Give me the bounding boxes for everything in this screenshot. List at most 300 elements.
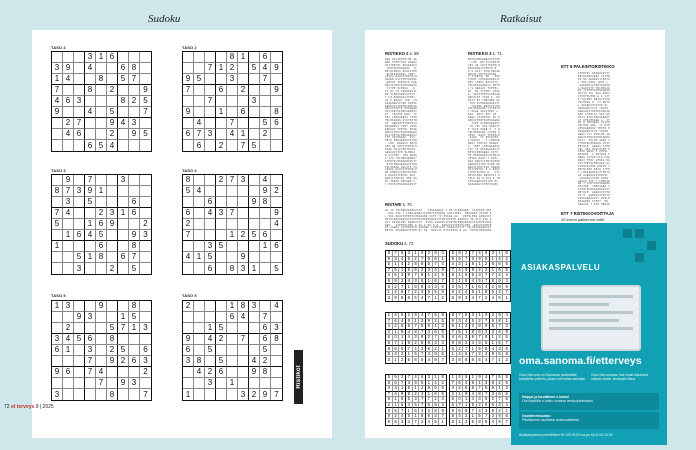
sudoku-cell[interactable] (183, 241, 194, 252)
sudoku-cell[interactable] (194, 263, 205, 274)
sudoku-cell[interactable] (216, 52, 227, 63)
sudoku-cell[interactable] (63, 312, 74, 323)
sudoku-cell[interactable]: 9 (129, 129, 140, 140)
sudoku-cell[interactable] (183, 378, 194, 389)
sudoku-cell[interactable]: 2 (140, 219, 151, 230)
sudoku-cell[interactable]: 6 (183, 208, 194, 219)
sudoku-cell[interactable]: 8 (260, 197, 271, 208)
sudoku-cell[interactable]: 5 (96, 230, 107, 241)
sudoku-cell[interactable] (227, 389, 238, 400)
sudoku-cell[interactable]: 7 (143, 389, 148, 399)
sudoku-cell[interactable] (194, 63, 205, 74)
sudoku-cell[interactable] (118, 140, 129, 151)
sudoku-cell[interactable] (271, 356, 282, 367)
sudoku-cell[interactable] (52, 230, 63, 241)
sudoku-cell[interactable]: 1 (85, 219, 96, 230)
sudoku-cell[interactable] (140, 241, 151, 252)
sudoku-cell[interactable] (260, 252, 271, 263)
sudoku-cell[interactable] (118, 230, 129, 241)
sudoku-cell[interactable]: 9 (249, 367, 260, 378)
sudoku-cell[interactable] (216, 186, 227, 197)
sudoku-cell[interactable] (129, 52, 140, 63)
sudoku-cell[interactable] (238, 219, 249, 230)
sudoku-cell[interactable]: 2 (249, 389, 260, 400)
sudoku-cell[interactable]: 3 (238, 389, 249, 400)
sudoku-cell[interactable] (238, 208, 249, 219)
sudoku-cell[interactable]: 6 (96, 219, 107, 230)
sudoku-cell[interactable]: 1 (227, 378, 238, 389)
sudoku-cell[interactable] (118, 301, 129, 312)
sudoku-cell[interactable]: 2 (271, 186, 282, 197)
sudoku-cell[interactable] (227, 140, 238, 151)
sudoku-cell[interactable]: 1 (63, 230, 74, 241)
sudoku-cell[interactable]: 2 (63, 323, 74, 334)
sudoku-cell[interactable] (227, 96, 238, 107)
sudoku-cell[interactable] (216, 74, 227, 85)
sudoku-cell[interactable] (107, 74, 118, 85)
sudoku-cell[interactable] (205, 175, 216, 186)
sudoku-cell[interactable] (118, 197, 129, 208)
sudoku-cell[interactable]: 3 (85, 52, 96, 63)
sudoku-cell[interactable]: 1 (52, 241, 63, 252)
sudoku-cell[interactable]: 5 (205, 345, 216, 356)
sudoku-cell[interactable]: 9 (129, 230, 140, 241)
sudoku-cell[interactable] (74, 219, 85, 230)
sudoku-cell[interactable]: 3 (85, 345, 96, 356)
sudoku-cell[interactable]: 9 (52, 107, 63, 118)
sudoku-cell[interactable]: 9 (107, 118, 118, 129)
sudoku-grid-1[interactable] (51, 51, 152, 152)
sudoku-cell[interactable]: 4 (194, 367, 205, 378)
sudoku-cell[interactable]: 4 (63, 208, 74, 219)
sudoku-cell[interactable] (205, 140, 216, 151)
sudoku-cell[interactable] (227, 107, 238, 118)
sudoku-cell[interactable] (238, 74, 249, 85)
sudoku-cell[interactable] (52, 252, 63, 263)
sudoku-cell[interactable]: 5 (129, 312, 140, 323)
sudoku-cell[interactable] (216, 263, 227, 274)
sudoku-cell[interactable]: 5 (74, 334, 85, 345)
sudoku-cell[interactable] (129, 367, 140, 378)
sudoku-cell[interactable]: 2 (205, 367, 216, 378)
sudoku-cell[interactable]: 3 (216, 208, 227, 219)
sudoku-cell[interactable]: 3 (52, 63, 63, 74)
sudoku-cell[interactable] (63, 219, 74, 230)
sudoku-cell[interactable] (183, 323, 194, 334)
sudoku-cell[interactable] (129, 140, 140, 151)
sudoku-cell[interactable] (216, 345, 227, 356)
sudoku-cell[interactable] (96, 118, 107, 129)
sudoku-cell[interactable] (194, 107, 205, 118)
sudoku-cell[interactable] (52, 263, 63, 274)
sudoku-cell[interactable] (74, 378, 85, 389)
sudoku-cell[interactable] (85, 129, 96, 140)
sudoku-cell[interactable]: 9 (260, 186, 271, 197)
sudoku-cell[interactable]: 6 (194, 140, 205, 151)
sudoku-cell[interactable] (96, 197, 107, 208)
sudoku-cell[interactable] (85, 241, 96, 252)
sudoku-cell[interactable]: 6 (260, 323, 271, 334)
sudoku-cell[interactable]: 4 (260, 175, 271, 186)
sudoku-cell[interactable] (74, 197, 85, 208)
sudoku-cell[interactable] (249, 52, 260, 63)
sudoku-cell[interactable] (96, 175, 107, 186)
sudoku-cell[interactable] (238, 96, 249, 107)
sudoku-cell[interactable] (194, 219, 205, 230)
sudoku-cell[interactable] (194, 230, 205, 241)
sudoku-cell[interactable] (74, 356, 85, 367)
sudoku-cell[interactable]: 6 (107, 52, 118, 63)
sudoku-cell[interactable]: 3 (183, 356, 194, 367)
sudoku-cell[interactable]: 2 (96, 208, 107, 219)
sudoku-cell[interactable]: 4 (52, 96, 63, 107)
sudoku-cell[interactable]: 1 (52, 301, 63, 312)
sudoku-cell[interactable] (271, 378, 282, 389)
sudoku-cell[interactable] (249, 345, 260, 356)
sudoku-cell[interactable]: 2 (238, 85, 249, 96)
sudoku-cell[interactable]: 3 (118, 175, 129, 186)
sudoku-cell[interactable] (118, 263, 129, 274)
sudoku-cell[interactable]: 1 (96, 186, 107, 197)
sudoku-cell[interactable] (205, 389, 216, 400)
sudoku-cell[interactable] (249, 85, 260, 96)
sudoku-cell[interactable]: 1 (249, 263, 260, 274)
sudoku-cell[interactable] (118, 367, 129, 378)
sudoku-cell[interactable]: 6 (216, 367, 227, 378)
sudoku-cell[interactable] (260, 107, 271, 118)
sudoku-cell[interactable] (129, 334, 140, 345)
sudoku-cell[interactable] (63, 140, 74, 151)
sudoku-cell[interactable]: 1 (118, 312, 129, 323)
sudoku-cell[interactable] (74, 208, 85, 219)
sudoku-cell[interactable] (63, 263, 74, 274)
sudoku-cell[interactable] (74, 63, 85, 74)
sudoku-cell[interactable] (140, 186, 151, 197)
sudoku-cell[interactable] (183, 263, 194, 274)
sudoku-cell[interactable]: 7 (183, 85, 194, 96)
sudoku-cell[interactable] (271, 175, 282, 186)
sudoku-cell[interactable]: 4 (183, 252, 194, 263)
sudoku-cell[interactable] (216, 129, 227, 140)
sudoku-cell[interactable] (140, 252, 151, 263)
sudoku-cell[interactable] (85, 208, 96, 219)
sudoku-cell[interactable]: 8 (96, 74, 107, 85)
sudoku-cell[interactable]: 7 (227, 175, 238, 186)
sudoku-cell[interactable] (96, 356, 107, 367)
sudoku-cell[interactable]: 2 (216, 175, 227, 186)
sudoku-cell[interactable] (216, 230, 227, 241)
sudoku-cell[interactable] (271, 52, 282, 63)
sudoku-cell[interactable] (249, 107, 260, 118)
sudoku-cell[interactable]: 2 (63, 118, 74, 129)
sudoku-cell[interactable]: 7 (52, 208, 63, 219)
sudoku-cell[interactable] (194, 345, 205, 356)
sudoku-cell[interactable]: 6 (238, 107, 249, 118)
sudoku-cell[interactable]: 7 (129, 252, 140, 263)
sudoku-cell[interactable]: 8 (85, 85, 96, 96)
sudoku-cell[interactable]: 7 (63, 186, 74, 197)
sudoku-cell[interactable] (271, 74, 282, 85)
sudoku-cell[interactable] (249, 219, 260, 230)
sudoku-cell[interactable]: 5 (52, 219, 63, 230)
sudoku-cell[interactable] (238, 63, 249, 74)
sudoku-cell[interactable] (227, 345, 238, 356)
sudoku-cell[interactable] (205, 74, 216, 85)
sudoku-cell[interactable] (96, 334, 107, 345)
sudoku-cell[interactable]: 6 (205, 197, 216, 208)
sudoku-cell[interactable] (249, 118, 260, 129)
sudoku-cell[interactable] (140, 140, 151, 151)
sudoku-cell[interactable] (85, 263, 96, 274)
sudoku-cell[interactable] (52, 323, 63, 334)
sudoku-cell[interactable]: 7 (129, 74, 140, 85)
sudoku-cell[interactable] (129, 85, 140, 96)
sudoku-cell[interactable]: 2 (183, 219, 194, 230)
sudoku-cell[interactable]: 2 (216, 140, 227, 151)
sudoku-cell[interactable] (107, 241, 118, 252)
sudoku-cell[interactable] (74, 301, 85, 312)
sudoku-cell[interactable] (205, 52, 216, 63)
sudoku-cell[interactable] (52, 118, 63, 129)
sudoku-cell[interactable] (96, 107, 107, 118)
sudoku-cell[interactable] (194, 378, 205, 389)
sudoku-cell[interactable]: 6 (260, 52, 271, 63)
sudoku-cell[interactable] (85, 323, 96, 334)
sudoku-cell[interactable]: 2 (238, 230, 249, 241)
sudoku-cell[interactable] (194, 323, 205, 334)
sudoku-cell[interactable]: 9 (271, 208, 282, 219)
sudoku-cell[interactable]: 9 (260, 389, 271, 400)
sudoku-cell[interactable]: 4 (249, 356, 260, 367)
sudoku-cell[interactable]: 8 (52, 186, 63, 197)
sudoku-cell[interactable]: 2 (227, 63, 238, 74)
sudoku-cell[interactable] (107, 197, 118, 208)
sudoku-cell[interactable] (63, 252, 74, 263)
sudoku-cell[interactable] (107, 301, 118, 312)
sudoku-cell[interactable]: 2 (260, 356, 271, 367)
sudoku-cell[interactable]: 9 (74, 312, 85, 323)
sudoku-cell[interactable]: 3 (205, 378, 216, 389)
sudoku-cell[interactable]: 5 (216, 241, 227, 252)
sudoku-cell[interactable]: 6 (129, 208, 140, 219)
sudoku-cell[interactable]: 4 (205, 208, 216, 219)
sudoku-cell[interactable]: 8 (227, 52, 238, 63)
sudoku-cell[interactable]: 1 (205, 323, 216, 334)
sudoku-cell[interactable]: 7 (96, 378, 107, 389)
sudoku-cell[interactable] (107, 186, 118, 197)
sudoku-cell[interactable] (107, 63, 118, 74)
sudoku-cell[interactable]: 8 (96, 252, 107, 263)
sudoku-cell[interactable]: 9 (63, 175, 74, 186)
sudoku-cell[interactable] (107, 312, 118, 323)
sudoku-cell[interactable]: 4 (96, 367, 107, 378)
sudoku-cell[interactable] (271, 312, 282, 323)
sudoku-cell[interactable] (129, 219, 140, 230)
sudoku-cell[interactable] (85, 378, 96, 389)
sudoku-cell[interactable]: 8 (271, 107, 282, 118)
sudoku-cell[interactable]: 6 (260, 334, 271, 345)
sudoku-cell[interactable] (238, 378, 249, 389)
sudoku-cell[interactable]: 1 (52, 74, 63, 85)
sudoku-cell[interactable] (249, 74, 260, 85)
sudoku-cell[interactable] (52, 197, 63, 208)
sudoku-cell[interactable]: 5 (205, 252, 216, 263)
sudoku-cell[interactable]: 6 (96, 241, 107, 252)
sudoku-cell[interactable] (227, 252, 238, 263)
sudoku-cell[interactable]: 2 (216, 334, 227, 345)
sudoku-cell[interactable]: 7 (74, 118, 85, 129)
sudoku-cell[interactable]: 3 (227, 74, 238, 85)
sudoku-cell[interactable]: 4 (63, 334, 74, 345)
sudoku-cell[interactable]: 9 (96, 301, 107, 312)
sudoku-cell[interactable]: 3 (74, 96, 85, 107)
sudoku-cell[interactable] (96, 312, 107, 323)
sudoku-cell[interactable]: 6 (85, 334, 96, 345)
sudoku-cell[interactable] (107, 230, 118, 241)
customer-service-ad[interactable] (511, 223, 667, 445)
sudoku-cell[interactable] (140, 208, 151, 219)
sudoku-cell[interactable]: 1 (216, 63, 227, 74)
sudoku-cell[interactable]: 5 (107, 323, 118, 334)
sudoku-cell[interactable]: 7 (238, 334, 249, 345)
sudoku-cell[interactable] (227, 186, 238, 197)
sudoku-cell[interactable]: 7 (118, 323, 129, 334)
sudoku-cell[interactable]: 8 (107, 334, 118, 345)
sudoku-cell[interactable]: 9 (183, 107, 194, 118)
sudoku-cell[interactable] (118, 334, 129, 345)
sudoku-cell[interactable]: 7 (194, 129, 205, 140)
sudoku-cell[interactable]: 4 (271, 301, 282, 312)
sudoku-cell[interactable] (260, 378, 271, 389)
sudoku-cell[interactable]: 9 (107, 219, 118, 230)
sudoku-cell[interactable] (118, 389, 129, 400)
sudoku-cell[interactable]: 5 (140, 96, 151, 107)
sudoku-cell[interactable] (129, 175, 140, 186)
sudoku-cell[interactable] (227, 85, 238, 96)
sudoku-cell[interactable]: 6 (129, 197, 140, 208)
sudoku-cell[interactable] (118, 186, 129, 197)
sudoku-cell[interactable] (238, 323, 249, 334)
sudoku-cell[interactable] (74, 241, 85, 252)
sudoku-cell[interactable] (194, 52, 205, 63)
sudoku-cell[interactable] (63, 241, 74, 252)
sudoku-cell[interactable] (227, 241, 238, 252)
sudoku-cell[interactable]: 3 (238, 263, 249, 274)
sudoku-cell[interactable] (194, 312, 205, 323)
sudoku-cell[interactable]: 3 (52, 389, 63, 400)
sudoku-cell[interactable] (63, 378, 74, 389)
sudoku-cell[interactable] (74, 367, 85, 378)
sudoku-cell[interactable]: 2 (107, 345, 118, 356)
sudoku-cell[interactable] (260, 140, 271, 151)
sudoku-cell[interactable] (216, 219, 227, 230)
sudoku-cell[interactable]: 1 (85, 252, 96, 263)
sudoku-cell[interactable]: 1 (227, 301, 238, 312)
sudoku-cell[interactable]: 4 (227, 129, 238, 140)
sudoku-cell[interactable] (249, 175, 260, 186)
sudoku-cell[interactable]: 7 (52, 85, 63, 96)
sudoku-cell[interactable]: 5 (260, 345, 271, 356)
sudoku-cell[interactable] (183, 197, 194, 208)
sudoku-cell[interactable] (238, 118, 249, 129)
sudoku-cell[interactable] (85, 301, 96, 312)
sudoku-cell[interactable] (194, 197, 205, 208)
sudoku-cell[interactable] (238, 367, 249, 378)
sudoku-cell[interactable]: 1 (129, 323, 140, 334)
sudoku-cell[interactable] (52, 52, 63, 63)
sudoku-cell[interactable]: 8 (129, 241, 140, 252)
sudoku-cell[interactable]: 8 (238, 301, 249, 312)
sudoku-cell[interactable]: 4 (85, 230, 96, 241)
sudoku-cell[interactable]: 9 (118, 378, 129, 389)
sudoku-cell[interactable]: 4 (238, 312, 249, 323)
sudoku-cell[interactable]: 7 (227, 208, 238, 219)
sudoku-cell[interactable] (205, 301, 216, 312)
sudoku-cell[interactable]: 9 (183, 74, 194, 85)
sudoku-cell[interactable]: 4 (118, 118, 129, 129)
sudoku-cell[interactable] (194, 241, 205, 252)
sudoku-cell[interactable] (183, 52, 194, 63)
sudoku-cell[interactable] (52, 378, 63, 389)
sudoku-cell[interactable] (271, 197, 282, 208)
sudoku-cell[interactable] (74, 175, 85, 186)
sudoku-cell[interactable] (129, 186, 140, 197)
sudoku-cell[interactable]: 8 (129, 301, 140, 312)
sudoku-cell[interactable]: 7 (140, 107, 151, 118)
sudoku-cell[interactable] (107, 252, 118, 263)
sudoku-cell[interactable]: 3 (63, 301, 74, 312)
sudoku-cell[interactable] (96, 129, 107, 140)
sudoku-cell[interactable]: 6 (216, 85, 227, 96)
sudoku-cell[interactable]: 4 (194, 186, 205, 197)
sudoku-cell[interactable]: 1 (260, 241, 271, 252)
sudoku-cell[interactable]: 1 (63, 345, 74, 356)
sudoku-cell[interactable] (140, 63, 151, 74)
sudoku-cell[interactable]: 3 (249, 96, 260, 107)
sudoku-cell[interactable] (249, 312, 260, 323)
sudoku-cell[interactable] (74, 85, 85, 96)
sudoku-cell[interactable]: 9 (271, 63, 282, 74)
sudoku-cell[interactable]: 8 (260, 367, 271, 378)
sudoku-cell[interactable] (129, 345, 140, 356)
sudoku-cell[interactable] (249, 208, 260, 219)
sudoku-cell[interactable] (63, 85, 74, 96)
sudoku-cell[interactable]: 3 (140, 323, 151, 334)
sudoku-cell[interactable]: 7 (227, 118, 238, 129)
sudoku-grid-3[interactable] (51, 174, 152, 275)
sudoku-cell[interactable] (96, 85, 107, 96)
sudoku-cell[interactable] (194, 389, 205, 400)
sudoku-cell[interactable] (205, 186, 216, 197)
sudoku-cell[interactable]: 6 (271, 118, 282, 129)
sudoku-cell[interactable]: 5 (249, 140, 260, 151)
sudoku-cell[interactable] (194, 175, 205, 186)
sudoku-cell[interactable] (249, 334, 260, 345)
sudoku-cell[interactable]: 4 (271, 219, 282, 230)
sudoku-cell[interactable]: 1 (238, 129, 249, 140)
sudoku-cell[interactable] (260, 263, 271, 274)
sudoku-cell[interactable] (271, 230, 282, 241)
sudoku-cell[interactable]: 7 (205, 63, 216, 74)
sudoku-cell[interactable] (129, 389, 140, 400)
sudoku-cell[interactable]: 5 (194, 74, 205, 85)
sudoku-cell[interactable]: 8 (227, 263, 238, 274)
sudoku-cell[interactable]: 3 (249, 301, 260, 312)
sudoku-cell[interactable]: 8 (183, 175, 194, 186)
sudoku-cell[interactable]: 7 (85, 356, 96, 367)
sudoku-cell[interactable]: 9 (249, 197, 260, 208)
sudoku-cell[interactable] (107, 378, 118, 389)
